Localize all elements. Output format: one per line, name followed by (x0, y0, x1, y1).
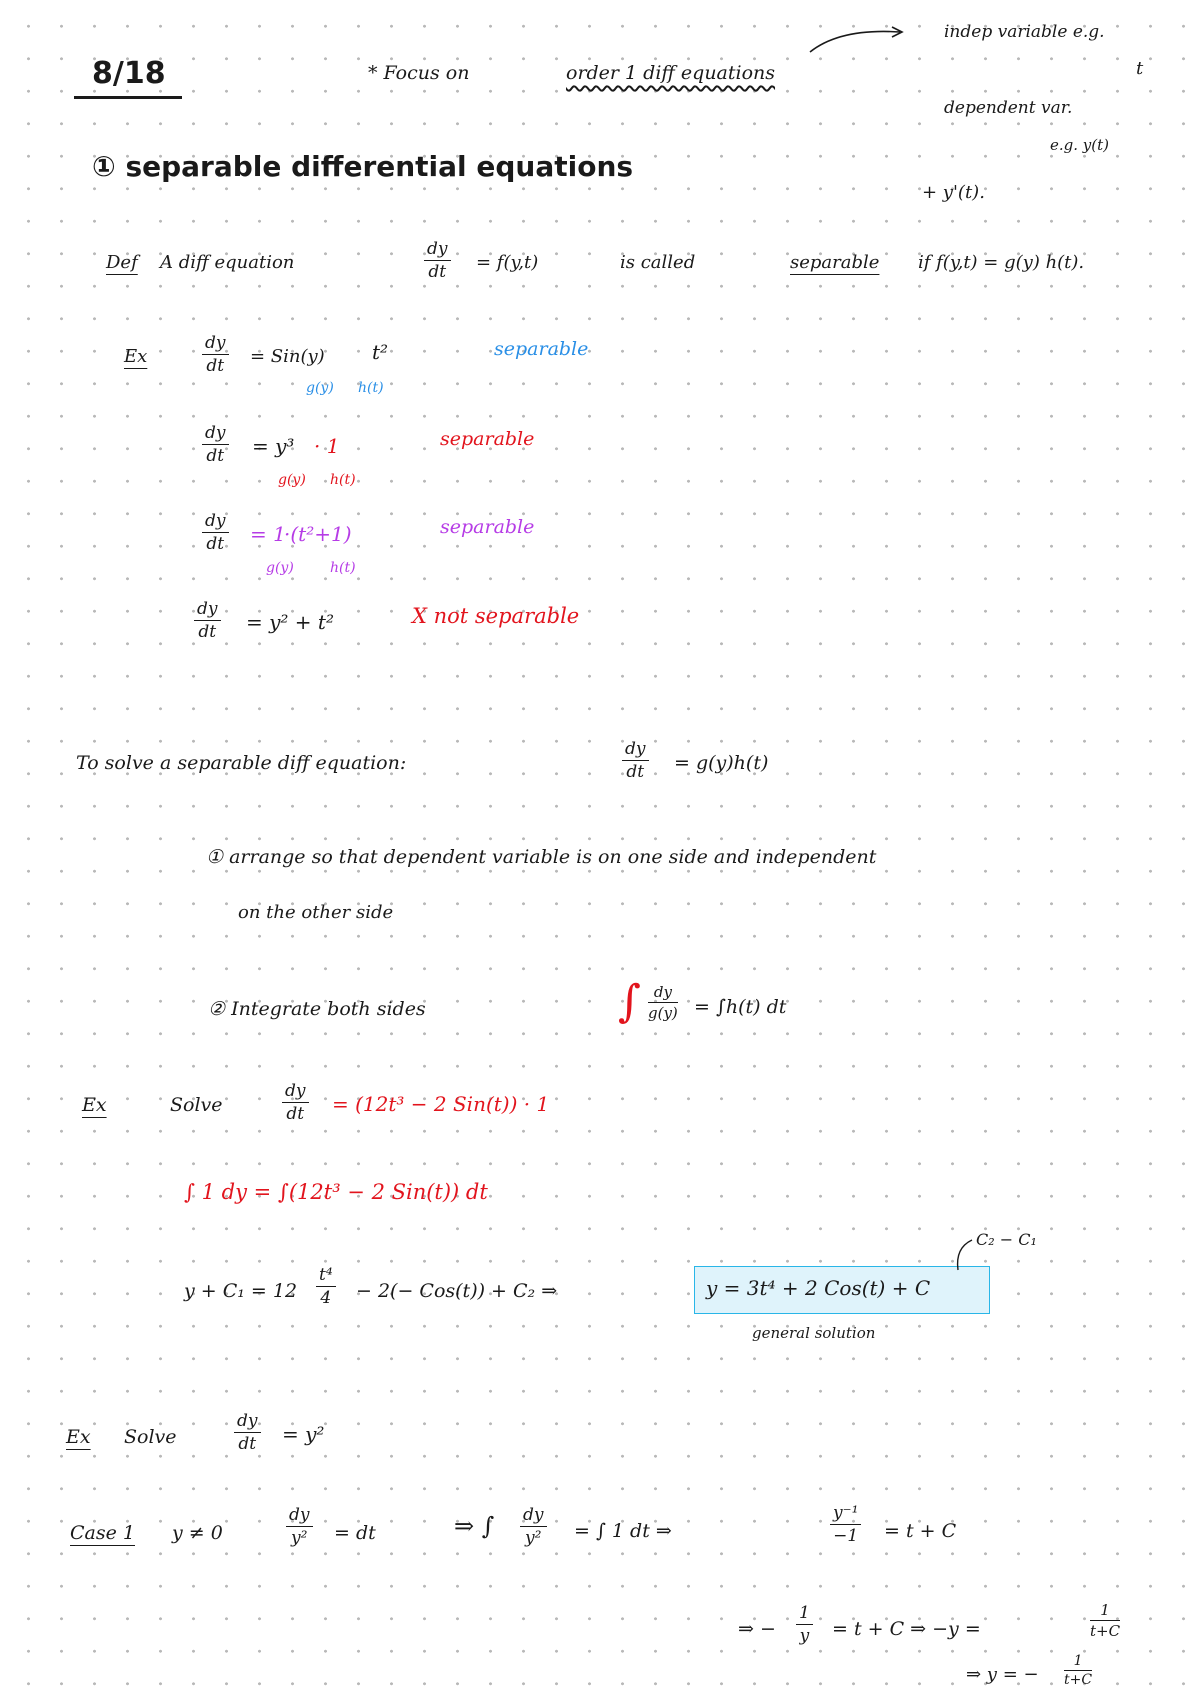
case1-line2-b: = t + C ⇒ −y = (832, 1618, 981, 1640)
ex2-verdict: separable (440, 428, 535, 450)
examples-label: Ex (124, 346, 148, 367)
section-title: ① separable differential equations (92, 150, 634, 183)
note-dependent-var: dependent var. (944, 98, 1073, 118)
case1-step-b-den: y² (525, 1527, 542, 1548)
ex2-h-label: h(t) (330, 472, 356, 488)
def-eq: = f(y,t) (476, 252, 539, 273)
note-t: t (1136, 58, 1144, 79)
note-yprime: + y'(t). (922, 182, 985, 203)
case1-step-a-rhs: = dt (334, 1522, 376, 1544)
case1-condition: y ≠ 0 (172, 1522, 223, 1544)
case1-line3-den: t+C (1064, 1672, 1093, 1689)
focus-prefix: * Focus on (368, 62, 470, 84)
def-text3: if f(y,t) = g(y) h(t). (918, 252, 1085, 273)
step1-line2: on the other side (238, 902, 394, 923)
solve-intro-frac-den: dt (626, 761, 645, 782)
case1-line2-num2: 1 (1090, 1602, 1120, 1621)
ex-solve1-result-lhs: y + C₁ = 12 (184, 1280, 298, 1302)
case1-step-c-den: −1 (833, 1525, 859, 1546)
focus-topic: order 1 diff equations (566, 62, 776, 84)
ex3-rhs-a: = 1 (250, 522, 286, 546)
ex1-verdict: separable (494, 338, 589, 360)
solve-intro-rhs: = g(y)h(t) (674, 752, 769, 774)
case1-line2-den2: t+C (1090, 1621, 1121, 1640)
def-frac-num: dy (424, 240, 451, 261)
ex-solve1-frac-num: dy (282, 1082, 309, 1103)
case1-line2-a: ⇒ − (738, 1618, 776, 1640)
case1-step-b: ⇒ ∫ (454, 1512, 495, 1540)
ex3-frac-num: dy (202, 512, 229, 533)
ex3-g-label: g(y) (266, 560, 294, 576)
ex1-h-label: h(t) (358, 380, 384, 396)
general-solution-equation: y = 3t⁴ + 2 Cos(t) + C (706, 1276, 931, 1300)
case1-line3-a: ⇒ y = − (966, 1664, 1039, 1685)
ex2-frac-den: dt (206, 445, 225, 466)
cnote-arrow (958, 1240, 972, 1270)
ex-solve2-frac-num: dy (234, 1412, 261, 1433)
ex4-rhs: = y² + t² (246, 610, 334, 634)
ex1-rhs-b: t² (372, 340, 389, 364)
ex2-rhs-a: = y³ (252, 434, 295, 458)
def-term: separable (790, 252, 880, 273)
ex-solve1-result-num: t⁴ (316, 1266, 336, 1287)
ex2-frac-num: dy (202, 424, 229, 445)
case1-step-c-num: y⁻¹ (830, 1504, 861, 1525)
case1-line2-num: 1 (796, 1604, 813, 1625)
case1-step-b-rhs: = ∫ 1 dt ⇒ (574, 1520, 672, 1542)
ex1-frac-den: dt (206, 355, 225, 376)
ex4-frac-num: dy (194, 600, 221, 621)
ex1-g-label: g(y) (306, 380, 334, 396)
ex-solve1-result-den: 4 (320, 1287, 332, 1308)
case1-step-a-den: y² (291, 1527, 308, 1548)
ex3-h-label: h(t) (330, 560, 356, 576)
case1-label: Case 1 (70, 1522, 135, 1544)
def-text2: is called (620, 252, 696, 273)
ex2-rhs-b: · 1 (314, 434, 340, 458)
indep-arrow (810, 31, 900, 52)
ex-solve1-text: Solve (170, 1094, 223, 1116)
step2-lhs-num: dy (648, 984, 678, 1003)
step1-line1: ① arrange so that dependent variable is on one side and independent (206, 846, 877, 868)
note-eg-y: e.g. y(t) (1050, 136, 1109, 154)
ex2-g-label: g(y) (278, 472, 306, 488)
case1-line2-den: y (799, 1625, 810, 1646)
ex-solve1-integral: ∫ 1 dy = ∫(12t³ − 2 Sin(t)) dt (184, 1180, 488, 1204)
ex3-rhs-b: ·(t²+1) (284, 522, 352, 546)
case1-line3-num: 1 (1064, 1654, 1092, 1671)
note-indep-variable: indep variable e.g. (944, 22, 1105, 42)
solve-intro-text: To solve a separable diff equation: (76, 752, 407, 774)
ex1-frac-num: dy (202, 334, 229, 355)
c-note: C₂ − C₁ (976, 1230, 1037, 1249)
ex-solve2-rhs: = y² (282, 1422, 325, 1446)
ex4-frac-den: dt (198, 621, 217, 642)
date-label: 8/18 (92, 56, 166, 91)
step2-rhs: = ∫h(t) dt (694, 996, 787, 1018)
ex4-verdict: X not separable (412, 604, 580, 628)
ex3-verdict: separable (440, 516, 535, 538)
step2-lhs-den: g(y) (648, 1003, 678, 1022)
ex-solve2-label: Ex (66, 1426, 91, 1448)
ex-solve2-frac-den: dt (238, 1433, 257, 1454)
ex3-frac-den: dt (206, 533, 225, 554)
case1-step-a-num: dy (286, 1506, 313, 1527)
ex-solve2-text: Solve (124, 1426, 177, 1448)
ex-solve1-result-rest: − 2(− Cos(t)) + C₂ ⇒ (356, 1280, 558, 1302)
def-frac-den: dt (428, 261, 447, 282)
def-text1: A diff equation (160, 252, 295, 273)
ex-solve1-label: Ex (82, 1094, 107, 1116)
step2-integral-sign: ∫ (618, 976, 641, 1027)
def-label: Def (106, 252, 138, 273)
general-solution-label: general solution (752, 1324, 876, 1342)
step2-text: ② Integrate both sides (208, 998, 426, 1020)
ex1-rhs-a: = Sin(y) (250, 346, 325, 367)
ex-solve1-rhs: = (12t³ − 2 Sin(t)) · 1 (332, 1092, 550, 1116)
solve-intro-frac-num: dy (622, 740, 649, 761)
case1-step-b-num: dy (520, 1506, 547, 1527)
case1-step-c-rhs: = t + C (884, 1520, 957, 1542)
ex-solve1-frac-den: dt (286, 1103, 305, 1124)
